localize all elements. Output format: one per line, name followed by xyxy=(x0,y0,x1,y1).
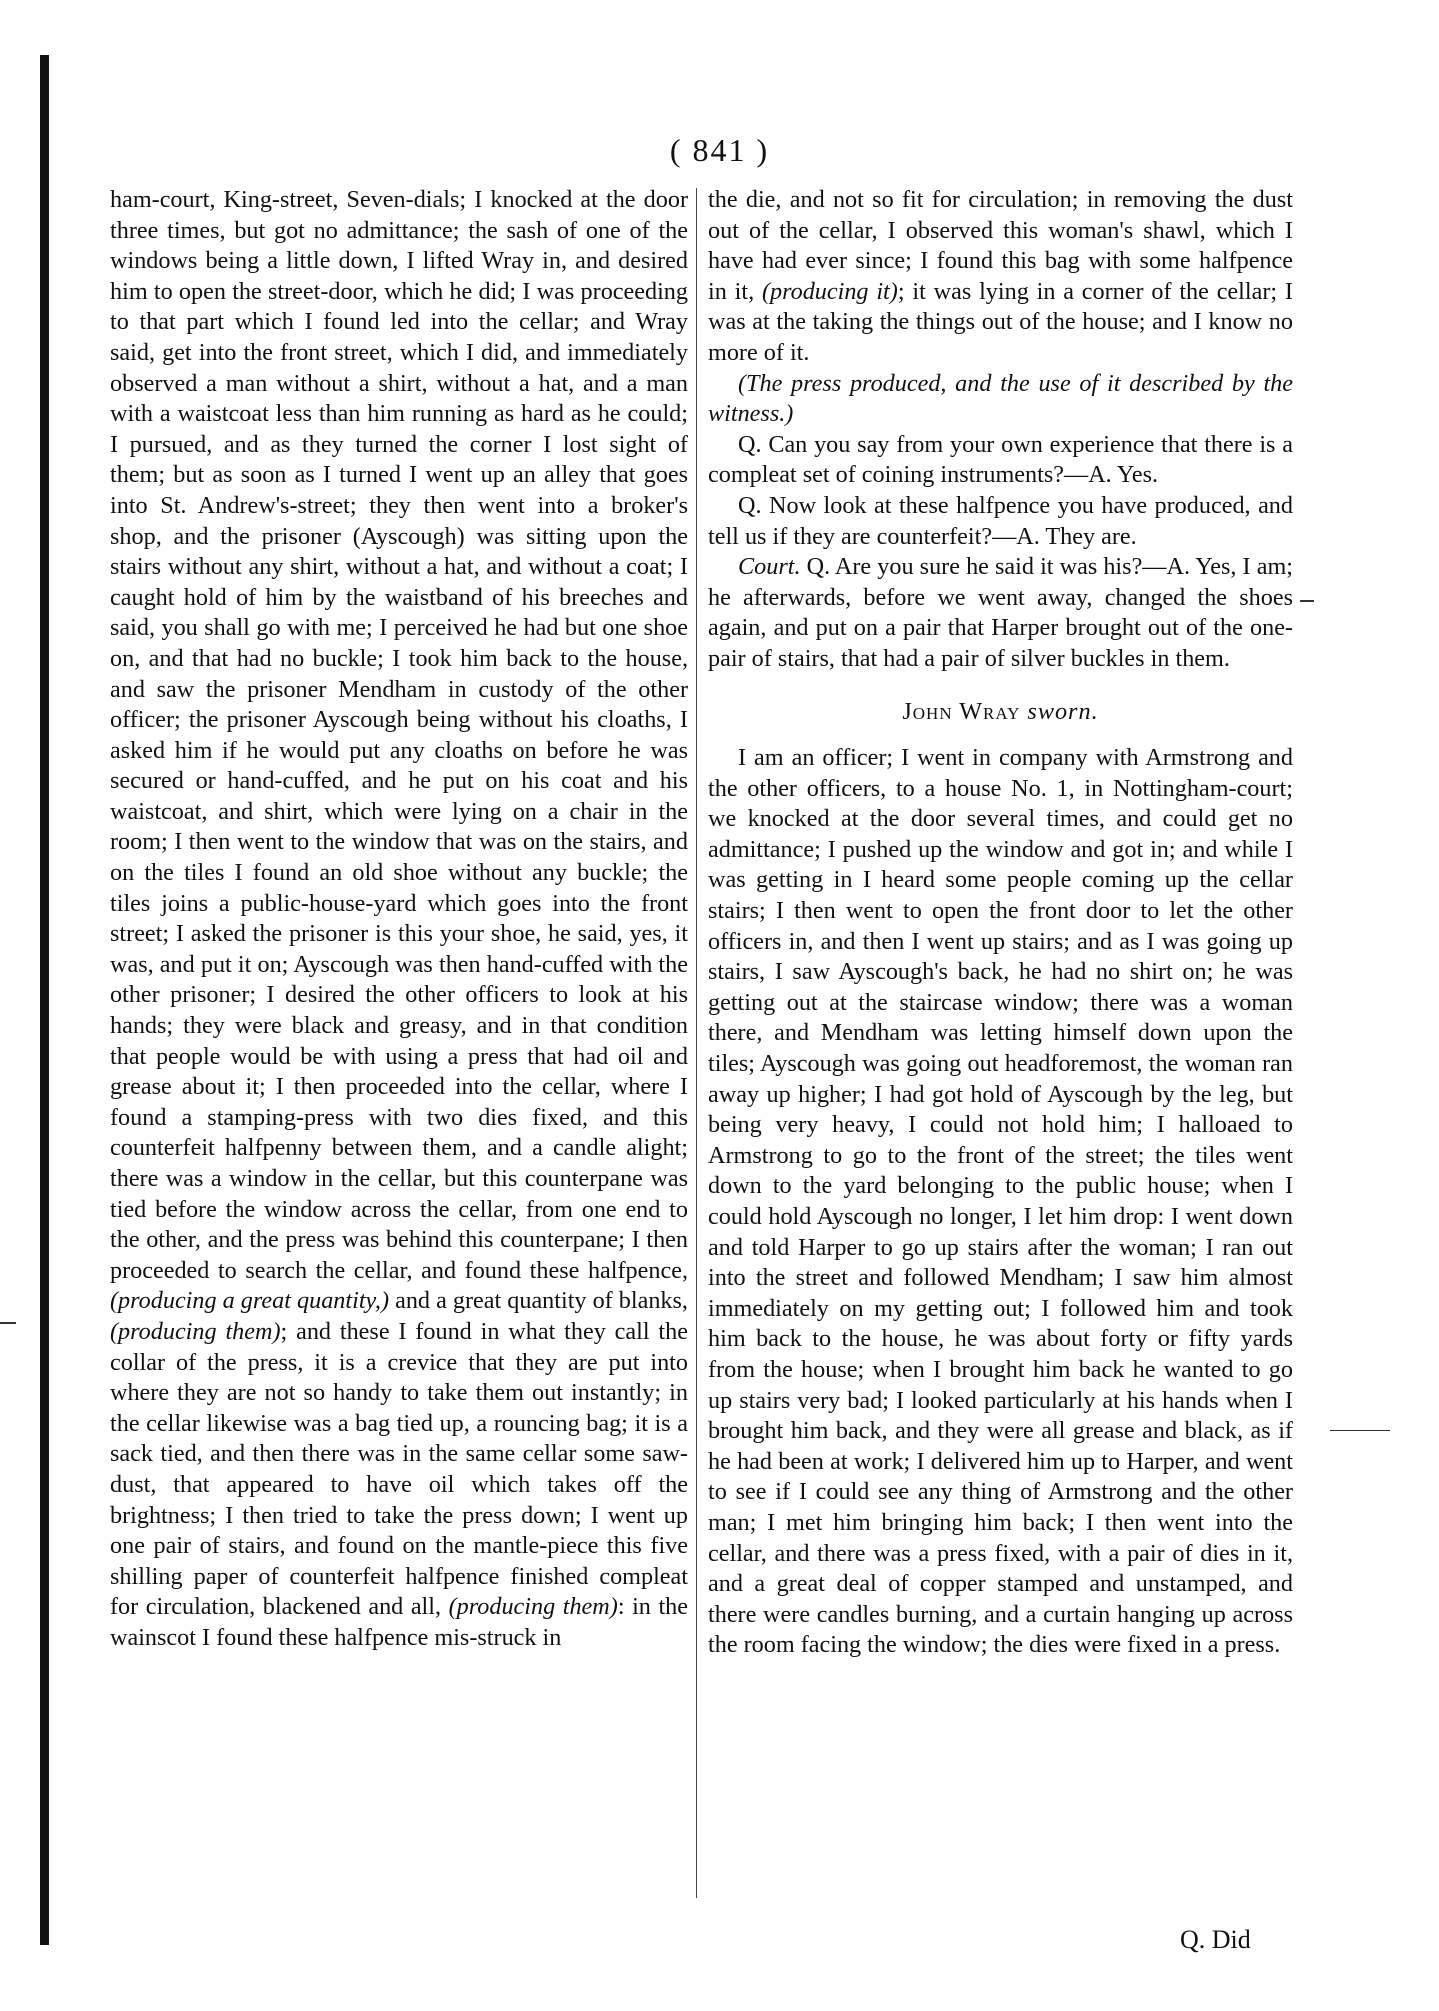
question-answer: Q. Can you say from your own experience that there is a compleat set of coining instruments?—A. Yes. xyxy=(708,430,1293,489)
text-run: and a great quantity of blanks, xyxy=(389,1287,688,1315)
page-number: ( 841 ) xyxy=(669,132,770,168)
left-column-text xyxy=(110,185,688,1654)
text-run: ; and these I found in what they call the collar of the press, it is a crevice that they are put into where they are not so handy to take them out instantly; in the cellar likewise was a bag tied up, a rouncing bag; it is a sack tied, and then there was in the same cellar some saw-dust, that appeared to have oil which takes off the brightness; I then tried to take the press down; I went up one pair of stairs, and found on the mantle-piece this five shilling paper of counterfeit halfpence finished compleat for circulation, blackened and all, xyxy=(110,1317,688,1621)
text-run-italic: (producing them) xyxy=(110,1317,281,1345)
text-run-italic: (producing it) xyxy=(761,277,898,305)
witness-name: John Wray xyxy=(902,697,1021,725)
margin-mark xyxy=(1300,600,1314,602)
witness-testimony: I am an officer; I went in company with Armstrong and the other officers, to a house No. 1, in Nottingham-court; we knocked at the door several times, and could get no admittance; I pushed up the window and got in; and while I was getting in I heard some people coming up the cellar stairs; I then went to open the front door to let the other officers in, and then I went up stairs; and as I was going up stairs, I saw Ayscough's back, he had no shirt on; he was getting out at the staircase window; there was a woman there, and Mendham was letting himself down upon the tiles; Ayscough was going out headforemost, the woman ran away up higher; I had got hold of Ayscough by the leg, but being very heavy, I could not hold him; I halloaed to Armstrong to go to the front of the street; the tiles went down to the yard belonging to the public house; when I could hold Ayscough no longer, I let him drop: I went down and told Harper to go up stairs after the woman; I ran out into the street and followed Mendham; I saw him almost immediately on my getting out; I followed him and took him back to the house, he was about forty or fifty yards from the house; when I brought him back he wanted to go up stairs very bad; I looked particularly at his hands when I brought him back, and they were all grease and black, as if he had been at work; I delivered him up to Harper, and went to see if I could see any thing of Armstrong and the other man; I met him bringing him back; I then went into the cellar, and there was a press fixed, with a pair of dies in it, and a great deal of copper stamped and unstamped, and there were candles burning, and a curtain hanging up across the room facing the window; the dies were fixed in a press. xyxy=(708,744,1293,1659)
margin-mark xyxy=(1330,1430,1390,1431)
text-run-italic: (producing a great quantity,) xyxy=(110,1287,390,1315)
text-run: ham-court, King-street, Seven-dials; I knocked at the door three times, but got no admittance; the sash of one of the windows being a little down, I lifted Wray in, and desired him to open the street-door, which he did; I was proceeding to that part which I found led into the cellar; and Wray said, get into the front street, which I did, and immediately observed a man without a shirt, without a hat, and a man with a waistcoat less than him running as hard as he could; I pursued, and as they turned the corner I lost sight of them; but as soon as I turned I went up an alley that goes into St. Andrew's-street; they then went into a broker's shop, and the prisoner (Ayscough) was sitting upon the stairs without any shirt, without a hat, and without a coat; I caught hold of him by the waistband of his breeches and said, you shall go with me; I perceived he had but one shoe on, and that had no buckle; I took him back to the house, and saw the prisoner Mendham in custody of the other officer; the prisoner Ayscough being without his cloaths, I asked him if he would put any cloaths on before he was secured or hand-cuffed, and he put on his coat and his waistcoat, and shirt, which were lying on a chair in the room; I then went to the window that was on the stairs, and on the tiles I found an old shoe without any buckle; the tiles joins a public-house-yard which goes into the front street; I asked the prisoner is this your shoe, he said, yes, it was, and put it on; Ayscough was then hand-cuffed with the other prisoner; I desired the other officers to look at his hands; they were black and greasy, and in that condition that people would be with using a press that had oil and grease about it; I then proceeded into the cellar, where I found a stamping-press with two dies fixed, and this counterfeit halfpenny between them, and a candle alight; there was a window in the cellar, but this counterpane was tied before the window across the cellar, from one end to the other, and the press was behind this counterpane; I then proceeded to search the cellar, and found these halfpence, xyxy=(110,186,688,1284)
text-run: ; it was lying in a corner of the cellar; I was at the taking the things out of the house; and I know no more of it. xyxy=(708,277,1293,366)
court-question xyxy=(708,552,1293,674)
continued-paragraph xyxy=(708,185,1293,369)
left-column xyxy=(110,185,688,1654)
text-run: Q. Are you sure he said it was his?—A. Yes, I am; he afterwards, before we went away, changed the shoes again, and put on a pair that Harper brought out of the one-pair of stairs, that had a pair of silver buckles in them. xyxy=(708,553,1293,672)
margin-mark xyxy=(0,1322,16,1324)
witness-sworn: sworn. xyxy=(1027,697,1099,725)
witness-heading xyxy=(708,697,1293,728)
text-run: the die, and not so fit for circulation; in removing the dust out of the cellar, I observed this woman's shawl, which I have had ever since; I found this bag with some halfpence in it, xyxy=(708,186,1293,305)
binding-edge-shadow xyxy=(40,55,49,1945)
court-label: Court. xyxy=(738,553,801,581)
text-run-italic: (producing them) xyxy=(448,1593,618,1621)
question-answer: Q. Now look at these halfpence you have produced, and tell us if they are counterfeit?—A. They are. xyxy=(708,491,1293,550)
text-run: : in the wainscot I found these halfpence mis-struck in xyxy=(110,1593,688,1651)
stage-direction: (The press produced, and the use of it described by the witness.) xyxy=(708,369,1293,428)
catchword: Q. Did xyxy=(1180,1925,1251,1954)
column-divider xyxy=(696,188,697,1898)
right-column xyxy=(708,185,1293,1661)
